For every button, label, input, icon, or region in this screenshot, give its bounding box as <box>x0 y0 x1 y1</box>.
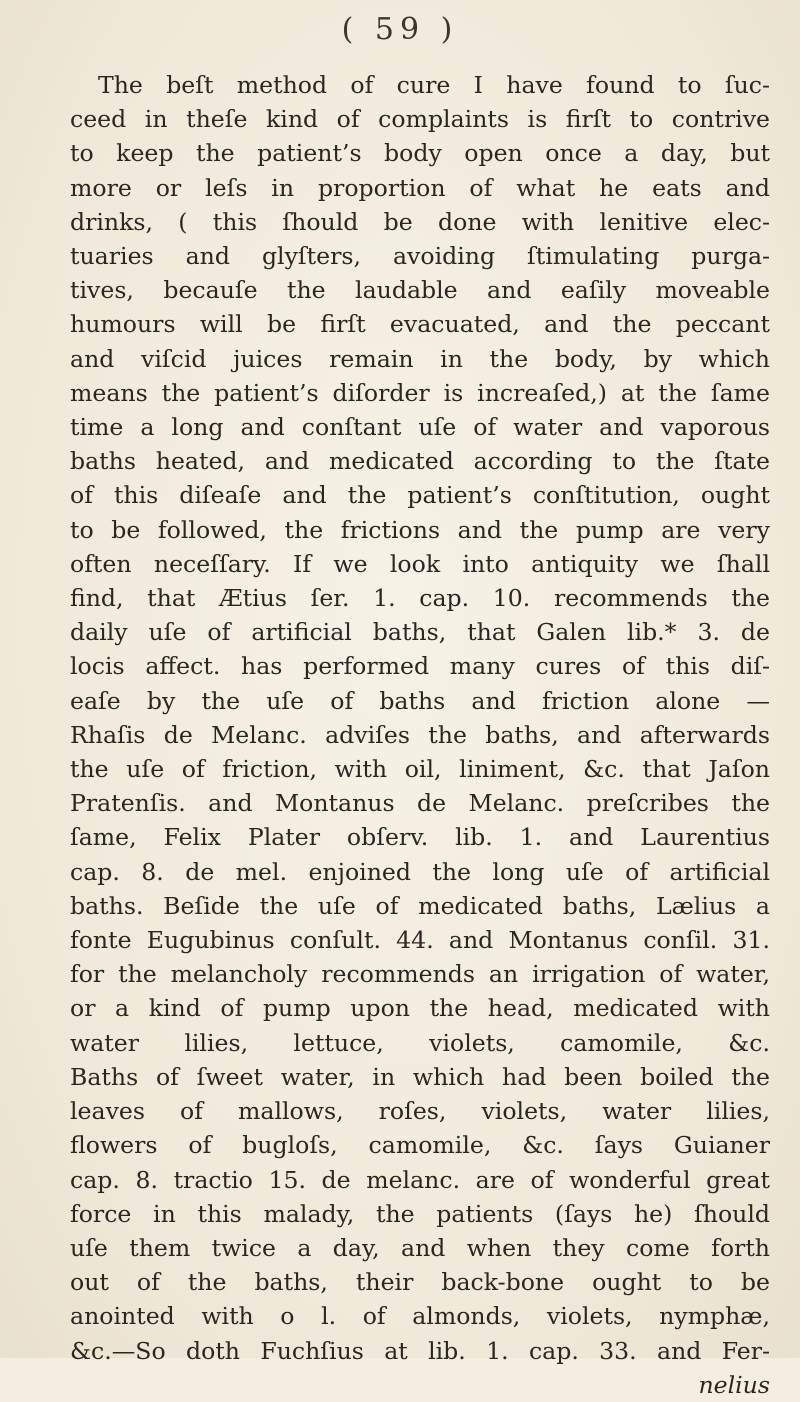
text-line: leaves of mallows, roſes, violets, water lilies, <box>70 1097 770 1126</box>
text-line: fonte Eugubinus conſult. 44. and Montanus conſil. 31. <box>70 926 770 955</box>
text-line: The beſt method of cure I have found to ſuc- <box>98 71 770 99</box>
text-line: anointed with o l. of almonds, violets, nymphæ, <box>70 1302 770 1331</box>
text-line: and viſcid juices remain in the body, by which <box>70 344 770 373</box>
text-line: &c.—So doth Fuchſius at lib. 1. cap. 33. and Fer- <box>70 1336 770 1365</box>
text-line: often neceſſary. If we look into antiquity we ſhall <box>70 549 770 578</box>
text-line: means the patient’s diſorder is increaſed,) at the ſame <box>70 378 770 407</box>
text-line: ſame, Felix Plater obſerv. lib. 1. and Laurentius <box>70 823 770 852</box>
text-line: for the melancholy recommends an irrigation of water, <box>70 960 770 989</box>
text-line: baths heated, and medicated according to the ſtate <box>70 447 770 476</box>
text-line: more or leſs in proportion of what he eats and <box>70 173 770 202</box>
text-line: out of the baths, their back-bone ought to be <box>70 1268 770 1297</box>
text-line: tives, becauſe the laudable and eaſily moveable <box>70 276 770 305</box>
text-line: uſe them twice a day, and when they come forth <box>70 1233 770 1262</box>
text-line: Baths of ſweet water, in which had been boiled the <box>70 1062 770 1091</box>
text-line: to be followed, the frictions and the pump are very <box>70 515 770 544</box>
text-line: drinks, ( this ſhould be done with lenitive elec- <box>70 207 770 236</box>
text-line: the uſe of friction, with oil, liniment, &c. that Jaſon <box>70 755 770 784</box>
text-line: to keep the patient’s body open once a day, but <box>70 139 770 168</box>
text-line: flowers of bugloſs, camomile, &c. ſays Guianer <box>70 1131 770 1160</box>
text-line: Rhaſis de Melanc. adviſes the baths, and afterwards <box>70 720 770 749</box>
text-line: of this diſeaſe and the patient’s conſtitution, ought <box>70 481 770 510</box>
text-line: cap. 8. tractio 15. de melanc. are of wonderful great <box>70 1165 770 1194</box>
text-line: humours will be firſt evacuated, and the peccant <box>70 310 770 339</box>
body-text <box>70 68 770 1402</box>
text-line: or a kind of pump upon the head, medicated with <box>70 994 770 1023</box>
text-line: cap. 8. de mel. enjoined the long uſe of artificial <box>70 857 770 886</box>
text-line: tuaries and glyſters, avoiding ſtimulating purga- <box>70 242 770 271</box>
text-line: eaſe by the uſe of baths and friction alone — <box>70 686 770 715</box>
text-line: time a long and conſtant uſe of water and vaporous <box>70 413 770 442</box>
page-number: ( 59 ) <box>341 12 459 47</box>
text-line: locis affect. has performed many cures of this diſ- <box>70 652 770 681</box>
text-line: water lilies, lettuce, violets, camomile, &c. <box>70 1028 770 1057</box>
text-line: baths. Beſide the uſe of medicated baths, Lælius a <box>70 891 770 920</box>
text-line: ceed in theſe kind of complaints is firſt to contrive <box>70 105 770 134</box>
text-line: find, that Ætius ſer. 1. cap. 10. recommends the <box>70 584 770 613</box>
text-line: daily uſe of artificial baths, that Galen lib.* 3. de <box>70 618 770 647</box>
catchword: nelius <box>698 1370 770 1399</box>
text-line: force in this malady, the patients (ſays he) ſhould <box>70 1199 770 1228</box>
text-line: Pratenſis. and Montanus de Melanc. preſcribes the <box>70 789 770 818</box>
